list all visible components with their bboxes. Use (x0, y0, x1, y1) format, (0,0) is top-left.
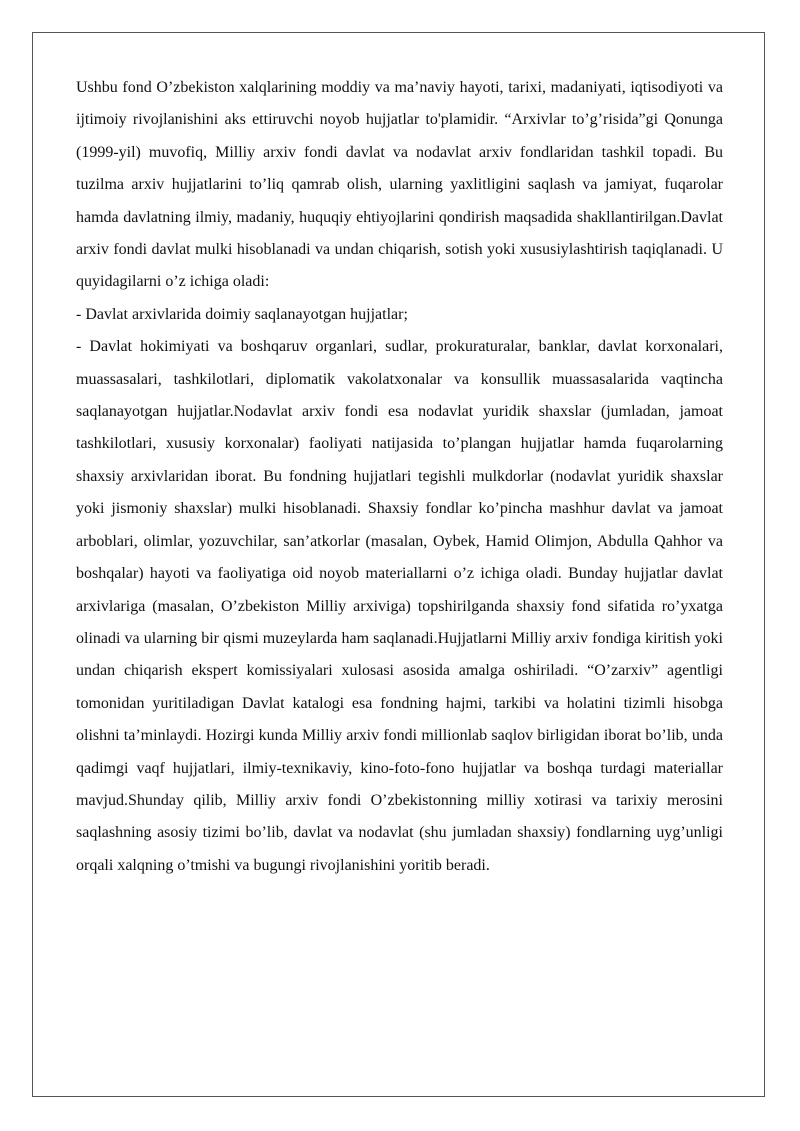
paragraph-list-item-2: - Davlat hokimiyati va boshqaruv organlari, sudlar, prokuraturalar, banklar, davlat korxonalari, muassasalari, tashkilotlari, diplomatik vakolatxonalar va konsullik muassasalarida vaqtincha saqlanayotgan hujjatlar.Nodavlat arxiv fondi esa nodavlat yuridik shaxslar (jumladan, jamoat tashkilotlari, xususiy korxonalar) faoliyati natijasida to’plangan hujjatlar hamda fuqarolarning shaxsiy arxivlaridan iborat. Bu fondning hujjatlari tegishli mulkdorlar (nodavlat yuridik shaxslar yoki jismoniy shaxslar) mulki hisoblanadi. Shaxsiy fondlar ko’pincha mashhur davlat va jamoat arboblari, olimlar, yozuvchilar, san’atkorlar (masalan, Oybek, Hamid Olimjon, Abdulla Qahhor va boshqalar) hayoti va faoliyatiga oid noyob materiallarni o’z ichiga oladi. Bunday hujjatlar davlat arxivlariga (masalan, O’zbekiston Milliy arxiviga) topshirilganda shaxsiy fond sifatida ro’yxatga olinadi va ularning bir qismi muzeylarda ham saqlanadi.Hujjatlarni Milliy arxiv fondiga kiritish yoki undan chiqarish ekspert komissiyalari xulosasi asosida amalga oshiriladi. “O’zarxiv” agentligi tomonidan yuritiladigan Davlat katalogi esa fondning hajmi, tarkibi va holatini tizimli hisobga olishni ta’minlaydi. Hozirgi kunda Milliy arxiv fondi millionlab saqlov birligidan iborat bo’lib, unda qadimgi vaqf hujjatlari, ilmiy-texnikaviy, kino-foto-fono hujjatlar va boshqa turdagi materiallar mavjud.Shunday qilib, Milliy arxiv fondi O’zbekistonning milliy xotirasi va tarixiy merosini saqlashning asosiy tizimi bo’lib, davlat va nodavlat (shu jumladan shaxsiy) fondlarning uyg’unligi orqali xalqning o’tmishi va bugungi rivojlanishini yoritib beradi. (76, 338, 723, 874)
paragraph-intro: Ushbu fond O’zbekiston xalqlarining moddiy va ma’naviy hayoti, tarixi, madaniyati, iqtisodiyoti va ijtimoiy rivojlanishini aks ettiruvchi noyob hujjatlar to'plamidir. “Arxivlar to’g’risida”gi Qonunga (1999-yil) muvofiq, Milliy arxiv fondi davlat va nodavlat arxiv fondlaridan tashkil topadi. Bu tuzilma arxiv hujjatlarini to’liq qamrab olish, ularning yaxlitligini saqlash va jamiyat, fuqarolar hamda davlatning ilmiy, madaniy, huquqiy ehtiyojlarini qondirish maqsadida shakllantirilgan.Davlat arxiv fondi davlat mulki hisoblanadi va undan chiqarish, sotish yoki xususiylashtirish taqiqlanadi. U quyidagilarni o’z ichiga oladi: (76, 79, 723, 291)
document-body (76, 72, 723, 882)
paragraph-list-item-1: - Davlat arxivlarida doimiy saqlanayotgan hujjatlar; (76, 305, 408, 323)
